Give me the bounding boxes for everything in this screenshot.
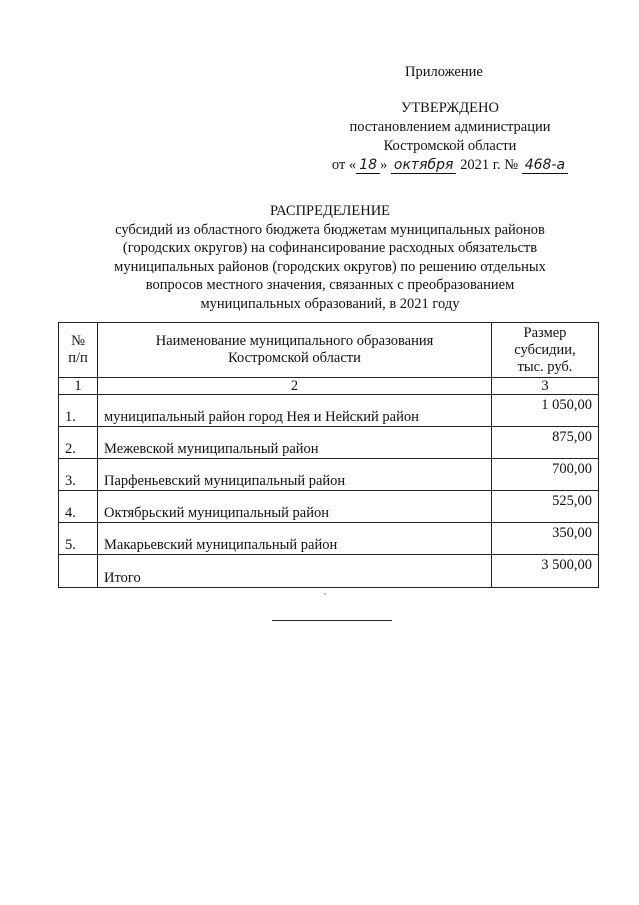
end-divider bbox=[272, 620, 392, 621]
table-header-row bbox=[59, 323, 599, 378]
table-total-row bbox=[59, 555, 599, 588]
title-line-1: субсидий из областного бюджета бюджетам муниципальных районов bbox=[115, 221, 545, 238]
row-name: муниципальный район город Нея и Нейский район bbox=[98, 395, 492, 427]
total-amount: 3 500,00 bbox=[492, 555, 599, 588]
header-number-line1: № bbox=[71, 333, 85, 349]
index-cell: 2 bbox=[98, 378, 492, 395]
table-row bbox=[59, 459, 599, 491]
header-amount bbox=[492, 323, 599, 378]
table-row bbox=[59, 427, 599, 459]
approved-label: УТВЕРЖДЕНО bbox=[401, 100, 499, 116]
total-number bbox=[59, 555, 98, 588]
row-number: 5. bbox=[59, 523, 98, 555]
title-line-3: муниципальных районов (городских округов) по решению отдельных bbox=[114, 258, 546, 275]
row-number: 1. bbox=[59, 395, 98, 427]
title-line-2: (городских округов) на софинансирование расходных обязательств bbox=[122, 240, 538, 256]
handwritten-number: 468-а bbox=[522, 157, 568, 174]
header-name-line2: Костромской области bbox=[228, 350, 361, 366]
row-amount: 525,00 bbox=[492, 491, 599, 523]
date-prefix: от « bbox=[331, 157, 357, 173]
header-name-line1: Наименование муниципального образования bbox=[155, 333, 434, 349]
subsidy-table bbox=[58, 322, 599, 588]
table-row bbox=[59, 523, 599, 555]
document-title bbox=[60, 203, 600, 314]
index-cell: 1 bbox=[59, 378, 98, 395]
header-amount-line2: субсидии, bbox=[514, 341, 576, 358]
table-index-row bbox=[59, 378, 599, 395]
appendix-label: Приложение bbox=[405, 64, 483, 80]
approval-date-line bbox=[300, 156, 600, 175]
header-number bbox=[59, 323, 98, 378]
total-label: Итого bbox=[98, 555, 492, 588]
row-number: 2. bbox=[59, 427, 98, 459]
table-row bbox=[59, 395, 599, 427]
title-line-4: вопросов местного значения, связанных с преобразованием bbox=[145, 277, 515, 293]
header-number-line2: п/п bbox=[68, 350, 88, 366]
approval-block bbox=[300, 99, 600, 175]
handwritten-month: октября bbox=[391, 157, 457, 174]
header-amount-line1: Размер bbox=[523, 324, 567, 341]
row-name: Межевской муниципальный район bbox=[98, 427, 492, 459]
table-row bbox=[59, 491, 599, 523]
row-name: Макарьевский муниципальный район bbox=[98, 523, 492, 555]
date-mid: » bbox=[380, 157, 388, 173]
row-amount: 875,00 bbox=[492, 427, 599, 459]
date-year: 2021 г. № bbox=[460, 157, 519, 173]
title-heading: РАСПРЕДЕЛЕНИЕ bbox=[269, 203, 391, 219]
row-name: Октябрьский муниципальный район bbox=[98, 491, 492, 523]
title-line-5: муниципальных образований, в 2021 году bbox=[200, 295, 460, 312]
row-amount: 350,00 bbox=[492, 523, 599, 555]
row-number: 3. bbox=[59, 459, 98, 491]
row-amount: 700,00 bbox=[492, 459, 599, 491]
row-name: Парфеньевский муниципальный район bbox=[98, 459, 492, 491]
region-label: Костромской области bbox=[383, 138, 517, 154]
handwritten-day: 18 bbox=[356, 157, 380, 174]
scan-speck bbox=[324, 593, 327, 596]
header-name bbox=[98, 323, 492, 378]
row-number: 4. bbox=[59, 491, 98, 523]
resolution-label: постановлением администрации bbox=[349, 119, 551, 135]
header-amount-line3: тыс. руб. bbox=[517, 358, 573, 375]
index-cell: 3 bbox=[492, 378, 599, 395]
row-amount: 1 050,00 bbox=[492, 395, 599, 427]
